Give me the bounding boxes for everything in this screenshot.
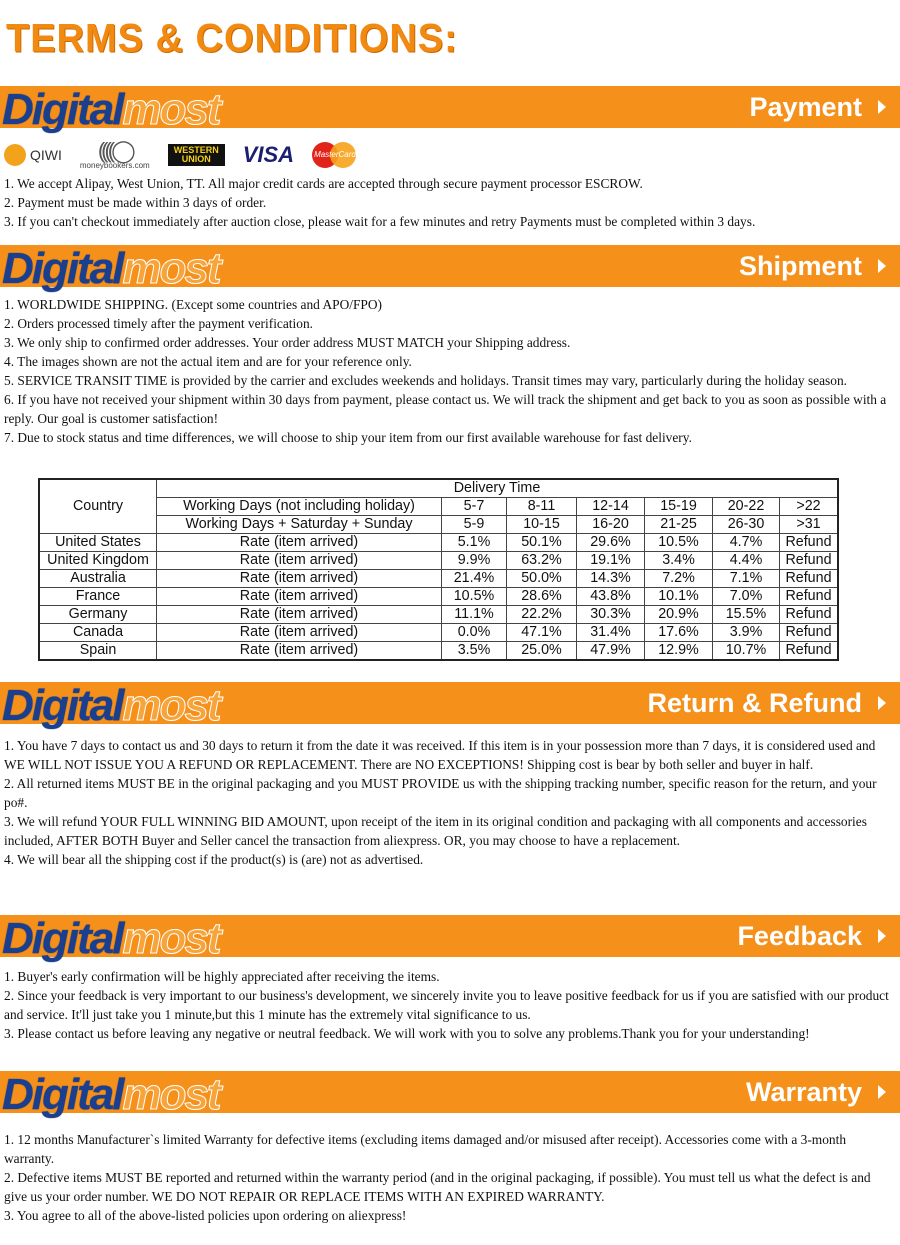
visa-logo: VISA [242, 142, 295, 167]
country-cell: United Kingdom [39, 552, 157, 570]
rate-value-cell: 3.5% [442, 642, 507, 661]
table-row [39, 552, 838, 570]
rate-value-cell: 9.9% [442, 552, 507, 570]
table-cell: 16-20 [577, 516, 645, 534]
table-cell: 21-25 [645, 516, 713, 534]
rate-label-cell: Rate (item arrived) [157, 642, 442, 661]
page-title: TERMS & CONDITIONS: [6, 16, 458, 62]
country-cell: Canada [39, 624, 157, 642]
payment-title: Payment [749, 92, 862, 122]
brand-logo: Digital most [2, 244, 220, 293]
shipment-title: Shipment [738, 251, 862, 281]
list-item: 3. You agree to all of the above-listed policies upon ordering on aliexpress! [4, 1208, 407, 1223]
rate-value-cell: Refund [780, 570, 839, 588]
rate-value-cell: 7.0% [713, 588, 780, 606]
payment-logos [4, 138, 474, 172]
rate-value-cell: 5.1% [442, 534, 507, 552]
rate-value-cell: 50.0% [507, 570, 577, 588]
rate-value-cell: Refund [780, 642, 839, 661]
rate-value-cell: 43.8% [577, 588, 645, 606]
rate-value-cell: 21.4% [442, 570, 507, 588]
table-cell: 5-7 [442, 498, 507, 516]
list-item: 4. The images shown are not the actual item and are for your reference only. [4, 354, 412, 369]
rate-value-cell: 10.1% [645, 588, 713, 606]
table-row [39, 570, 838, 588]
table-cell: Working Days (not including holiday) [157, 498, 442, 516]
return-refund-header [0, 681, 900, 730]
rate-value-cell: 31.4% [577, 624, 645, 642]
moneybookers-logo: ((((◯ moneybookers.com [79, 137, 150, 170]
rate-value-cell: 30.3% [577, 606, 645, 624]
table-row [39, 606, 838, 624]
rate-value-cell: 3.4% [645, 552, 713, 570]
rate-value-cell: 25.0% [507, 642, 577, 661]
shipment-text [4, 295, 894, 447]
rate-value-cell: 22.2% [507, 606, 577, 624]
rate-value-cell: 0.0% [442, 624, 507, 642]
table-row [39, 624, 838, 642]
table-cell: 10-15 [507, 516, 577, 534]
qiwi-logo: QIWI [4, 144, 62, 166]
brand-logo: Digital most [2, 85, 220, 134]
rate-value-cell: 47.1% [507, 624, 577, 642]
list-item: 3. We will refund YOUR FULL WINNING BID AMOUNT, upon receipt of the item in its original condition and packaging with all components and accessories included, AFTER BOTH Buyer and Seller cancel the transaction from aliexpress. OR, you may choose to have a replacement. [4, 814, 867, 848]
list-item: 2. Since your feedback is very important to our business's development, we sincerely invite you to leave positive feedback for us if you are satisfied with our product and service. It'll just take you 1 minute,but this 1 minute has the extremely vital significance to us. [4, 988, 889, 1022]
rate-value-cell: 4.4% [713, 552, 780, 570]
feedback-text [4, 967, 894, 1043]
warranty-header [0, 1070, 900, 1119]
payment-text [4, 174, 894, 231]
rate-value-cell: Refund [780, 552, 839, 570]
delivery-time-table [38, 478, 839, 661]
rate-value-cell: Refund [780, 606, 839, 624]
table-cell: 26-30 [713, 516, 780, 534]
rate-value-cell: Refund [780, 624, 839, 642]
delivery-time-header: Delivery Time [157, 479, 839, 498]
list-item: 2. Payment must be made within 3 days of order. [4, 195, 267, 210]
return-refund-text [4, 736, 894, 869]
country-cell: Germany [39, 606, 157, 624]
arrow-right-icon [878, 929, 886, 943]
country-cell: Spain [39, 642, 157, 661]
rate-value-cell: Refund [780, 588, 839, 606]
brand-logo: Digital most [2, 681, 220, 730]
warranty-text [4, 1130, 894, 1225]
list-item: 1. WORLDWIDE SHIPPING. (Except some countries and APO/FPO) [4, 297, 383, 312]
rate-label-cell: Rate (item arrived) [157, 588, 442, 606]
rate-value-cell: 63.2% [507, 552, 577, 570]
rate-value-cell: 7.2% [645, 570, 713, 588]
list-item: 4. We will bear all the shipping cost if the product(s) is (are) not as advertised. [4, 852, 424, 867]
table-cell: 5-9 [442, 516, 507, 534]
rate-value-cell: 14.3% [577, 570, 645, 588]
rate-value-cell: 28.6% [507, 588, 577, 606]
table-cell: 15-19 [645, 498, 713, 516]
arrow-right-icon [878, 259, 886, 273]
rate-label-cell: Rate (item arrived) [157, 534, 442, 552]
table-row [39, 588, 838, 606]
return-refund-title: Return & Refund [647, 688, 862, 718]
list-item: 7. Due to stock status and time differences, we will choose to ship your item from our first available warehouse for fast delivery. [4, 430, 692, 445]
table-cell: 12-14 [577, 498, 645, 516]
table-row [39, 534, 838, 552]
list-item: 3. Please contact us before leaving any negative or neutral feedback. We will work with you to solve any problems.Thank you for your understanding! [4, 1026, 810, 1041]
feedback-header [0, 914, 900, 963]
table-cell: 20-22 [713, 498, 780, 516]
country-cell: Australia [39, 570, 157, 588]
arrow-right-icon [878, 1085, 886, 1099]
list-item: 1. Buyer's early confirmation will be highly appreciated after receiving the items. [4, 969, 440, 984]
rate-value-cell: Refund [780, 534, 839, 552]
rate-value-cell: 50.1% [507, 534, 577, 552]
rate-value-cell: 15.5% [713, 606, 780, 624]
table-cell: >31 [780, 516, 839, 534]
table-row [39, 642, 838, 661]
rate-label-cell: Rate (item arrived) [157, 624, 442, 642]
country-header: Country [39, 479, 157, 534]
rate-label-cell: Rate (item arrived) [157, 552, 442, 570]
rate-value-cell: 17.6% [645, 624, 713, 642]
rate-value-cell: 3.9% [713, 624, 780, 642]
country-cell: United States [39, 534, 157, 552]
western-union-logo: WESTERN UNION [168, 144, 225, 166]
table-cell: >22 [780, 498, 839, 516]
list-item: 2. Defective items MUST BE reported and returned within the warranty period (and in the original packaging, if possible). You must tell us what the defect is and give us your order number. WE DO NOT REPAIR OR REPLACE ITEMS WITH AN EXPIRED WARRANTY. [4, 1170, 871, 1204]
list-item: 2. Orders processed timely after the payment verification. [4, 316, 313, 331]
rate-value-cell: 7.1% [713, 570, 780, 588]
list-item: 5. SERVICE TRANSIT TIME is provided by the carrier and excludes weekends and holidays. Transit times may vary, particularly during the holiday season. [4, 373, 847, 388]
mastercard-logo: MasterCard [312, 142, 358, 168]
list-item: 1. 12 months Manufacturer`s limited Warranty for defective items (excluding items damaged and/or misused after receipt). Accessories come with a 3-month warranty. [4, 1132, 847, 1166]
brand-logo: Digital most [2, 1070, 220, 1119]
rate-value-cell: 12.9% [645, 642, 713, 661]
list-item: 6. If you have not received your shipment within 30 days from payment, please contact us. We will track the shipment and get back to you as soon as possible with a reply. Our goal is customer satisfaction! [4, 392, 887, 426]
brand-logo: Digital most [2, 914, 220, 963]
rate-value-cell: 19.1% [577, 552, 645, 570]
arrow-right-icon [878, 696, 886, 710]
list-item: 3. If you can't checkout immediately after auction close, please wait for a few minutes and retry Payments must be completed within 3 days. [4, 214, 756, 229]
payment-header [0, 85, 900, 134]
table-cell: Working Days + Saturday + Sunday [157, 516, 442, 534]
list-item: 2. All returned items MUST BE in the original packaging and you MUST PROVIDE us with the shipping tracking number, specific reason for the return, and your po#. [4, 776, 877, 810]
rate-value-cell: 10.7% [713, 642, 780, 661]
list-item: 1. We accept Alipay, West Union, TT. All major credit cards are accepted through secure payment processor ESCROW. [4, 176, 643, 191]
list-item: 1. You have 7 days to contact us and 30 days to return it from the date it was received. If this item is in your possession more than 7 days, it is considered used and WE WILL NOT ISSUE YOU A REFUND OR REPLACEMENT. There are NO EXCEPTIONS! Shipping cost is bear by both seller and buyer in half. [4, 738, 876, 772]
rate-value-cell: 20.9% [645, 606, 713, 624]
rate-value-cell: 10.5% [442, 588, 507, 606]
list-item: 3. We only ship to confirmed order addresses. Your order address MUST MATCH your Shipping address. [4, 335, 571, 350]
rate-value-cell: 11.1% [442, 606, 507, 624]
country-cell: France [39, 588, 157, 606]
rate-value-cell: 10.5% [645, 534, 713, 552]
rate-value-cell: 4.7% [713, 534, 780, 552]
arrow-right-icon [878, 100, 886, 114]
rate-value-cell: 47.9% [577, 642, 645, 661]
warranty-title: Warranty [745, 1077, 862, 1107]
rate-label-cell: Rate (item arrived) [157, 606, 442, 624]
table-cell: 8-11 [507, 498, 577, 516]
rate-value-cell: 29.6% [577, 534, 645, 552]
shipment-header [0, 244, 900, 293]
feedback-title: Feedback [737, 921, 862, 951]
rate-label-cell: Rate (item arrived) [157, 570, 442, 588]
